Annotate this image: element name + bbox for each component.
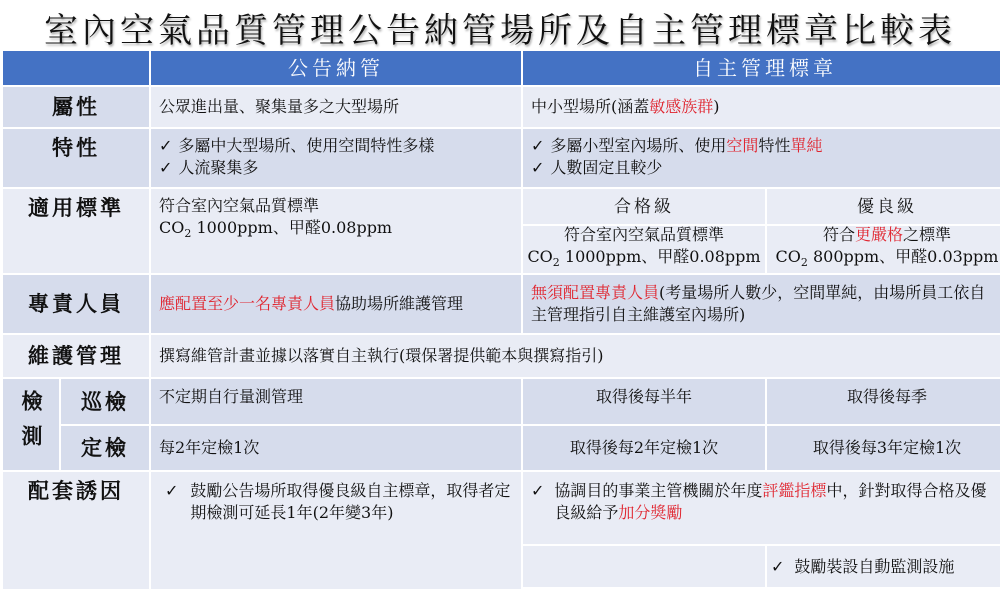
patrol-pass: 取得後每半年 [523, 379, 765, 424]
feature-announced-item [159, 157, 513, 179]
regular-good: 取得後每3年定檢1次 [767, 426, 1000, 470]
comparison-table [3, 51, 999, 576]
row-label-attribute: 屬性 [3, 87, 149, 127]
incentive-self-extra-row [523, 546, 1000, 587]
row-label-feature: 特性 [3, 129, 149, 187]
check-icon: ✓ [165, 481, 179, 500]
standard-pass-line1: 符合室內空氣品質標準 [563, 226, 724, 245]
standard-values: 1000ppm、甲醛0.08ppm [191, 218, 393, 237]
staff-announced [151, 275, 521, 333]
incentive-announced-text: 鼓勵公告場所取得優良級自主標章，取得者定期檢測可延長1年(2年變3年) [190, 481, 511, 522]
check-icon: ✓ [159, 158, 173, 177]
incentive-self [523, 472, 1000, 589]
row-label-maintenance: 維護管理 [3, 335, 149, 377]
co2-label: CO [159, 218, 185, 237]
patrol-good: 取得後每季 [767, 379, 1000, 424]
page-title: 室內空氣品質管理公告納管場所及自主管理標章比較表 [44, 11, 956, 51]
standard-announced [151, 189, 521, 273]
header-self-label: 自主管理標章 [523, 51, 1000, 85]
row-label-incentive: 配套誘因 [3, 472, 149, 589]
feature-self-highlight: 單純 [790, 136, 823, 155]
feature-self-text: 人數固定且較少 [550, 158, 663, 177]
incentive-self-empty [523, 546, 765, 587]
standard-good-text: 之標準 [903, 226, 952, 245]
incentive-self-highlight: 加分獎勵 [618, 503, 683, 522]
staff-announced-highlight: 應配置至少一名專責人員 [159, 294, 336, 313]
staff-self [523, 275, 1000, 333]
row-label-regular: 定檢 [61, 426, 149, 470]
feature-announced [151, 129, 521, 187]
check-icon: ✓ [159, 136, 173, 155]
incentive-self-main [523, 472, 1000, 544]
attribute-self-highlight: 敏感族群 [649, 97, 714, 116]
patrol-announced: 不定期自行量測管理 [151, 379, 521, 424]
incentive-self-highlight: 評鑑指標 [762, 481, 827, 500]
standard-announced-line1: 符合室內空氣品質標準 [159, 196, 320, 215]
feature-self [523, 129, 1000, 187]
co2-subscript: 2 [184, 227, 192, 241]
header-corner [3, 51, 149, 85]
check-icon: ✓ [531, 481, 545, 500]
standard-good-text: 符合 [822, 226, 855, 245]
incentive-announced [151, 472, 521, 589]
row-label-patrol: 巡檢 [61, 379, 149, 424]
incentive-self-text: 協調目的事業主管機關於年度 [554, 481, 763, 500]
feature-self-text: 特性 [758, 136, 791, 155]
co2-subscript: 2 [800, 256, 808, 270]
incentive-self-extra [767, 546, 1000, 587]
co2-label: CO [527, 247, 553, 267]
feature-announced-text: 人流聚集多 [178, 158, 259, 177]
check-icon: ✓ [771, 556, 785, 576]
staff-self-highlight: 無須配置專責人員 [531, 283, 660, 302]
incentive-self-extra-text: 鼓勵裝設自動監測設施 [794, 556, 955, 576]
regular-pass: 取得後每2年定檢1次 [523, 426, 765, 470]
standard-good-line2 [769, 246, 1000, 273]
check-icon: ✓ [531, 136, 545, 155]
feature-self-item [531, 157, 999, 179]
feature-self-text: 多屬小型室內場所、使用 [550, 136, 727, 155]
feature-self-item [531, 135, 999, 157]
staff-announced-text: 協助場所維護管理 [335, 294, 464, 313]
staff-self-text: (考量場所人數少，空間單純，由場所員工依自主管理指引自主維護室內場所) [531, 283, 986, 324]
good-level-header: 優良級 [767, 189, 1000, 224]
feature-announced-item [159, 135, 513, 157]
feature-announced-text: 多屬中大型場所、使用空間特性多樣 [178, 136, 435, 155]
check-icon: ✓ [531, 158, 545, 177]
attribute-self-text: 中小型場所(涵蓋 [531, 97, 650, 116]
row-label-staff: 專責人員 [3, 275, 149, 333]
standard-good [767, 226, 1000, 273]
incentive-self-text: 中，針對取得合格及優良級給予 [554, 481, 987, 522]
header-announced: 公告納管 [151, 51, 521, 85]
regular-announced: 每2年定檢1次 [151, 426, 521, 470]
standard-good-line1 [769, 226, 1000, 246]
standard-pass [523, 226, 765, 273]
row-label-standard: 適用標準 [3, 189, 149, 273]
attribute-self-close: ) [713, 97, 720, 116]
maintenance-text: 撰寫維管計畫並據以落實自主執行(環保署提供範本與撰寫指引) [151, 335, 1000, 377]
standard-announced-line2 [159, 217, 513, 245]
standard-good-highlight: 更嚴格 [854, 226, 903, 245]
attribute-announced: 公眾進出量、聚集量多之大型場所 [151, 87, 521, 127]
attribute-self [523, 87, 1000, 127]
pass-level-header: 合格級 [523, 189, 765, 224]
standard-pass-line2 [525, 246, 763, 273]
row-label-inspection: 檢測 [3, 379, 59, 470]
standard-values: 800ppm、甲醛0.03ppm [807, 247, 999, 267]
feature-self-highlight: 空間 [726, 136, 759, 155]
title-bar [0, 0, 1000, 51]
standard-values: 1000ppm、甲醛0.08ppm [559, 247, 761, 267]
co2-label: CO [775, 247, 801, 267]
co2-subscript: 2 [552, 256, 560, 270]
